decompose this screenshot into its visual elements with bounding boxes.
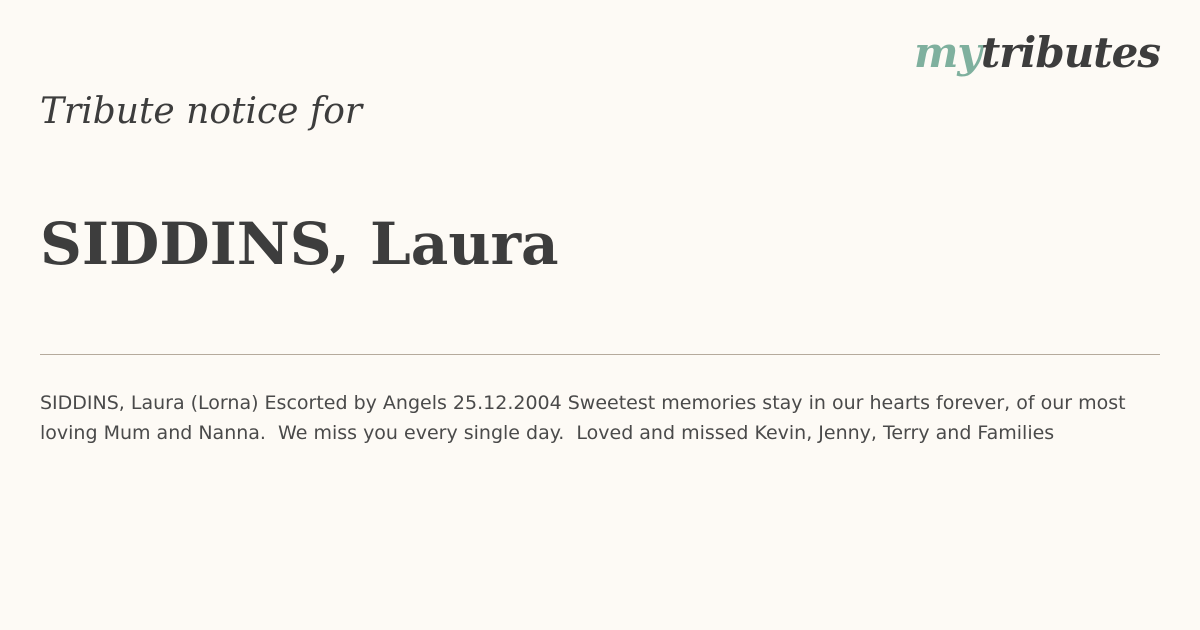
logo-prefix: my <box>913 28 981 77</box>
deceased-name: SIDDINS, Laura <box>40 210 559 278</box>
mytributes-logo[interactable] <box>913 28 1160 77</box>
section-divider <box>40 354 1160 355</box>
page-subtitle: Tribute notice for <box>40 91 363 132</box>
notice-text: SIDDINS, Laura (Lorna) Escorted by Angels 25.12.2004 Sweetest memories stay in our hearts forever, of our most loving Mum and Nanna. We miss you every single day. Loved and missed Kevin, Jenny, Terry and Families <box>40 392 1132 444</box>
logo-suffix: tributes <box>980 28 1160 77</box>
